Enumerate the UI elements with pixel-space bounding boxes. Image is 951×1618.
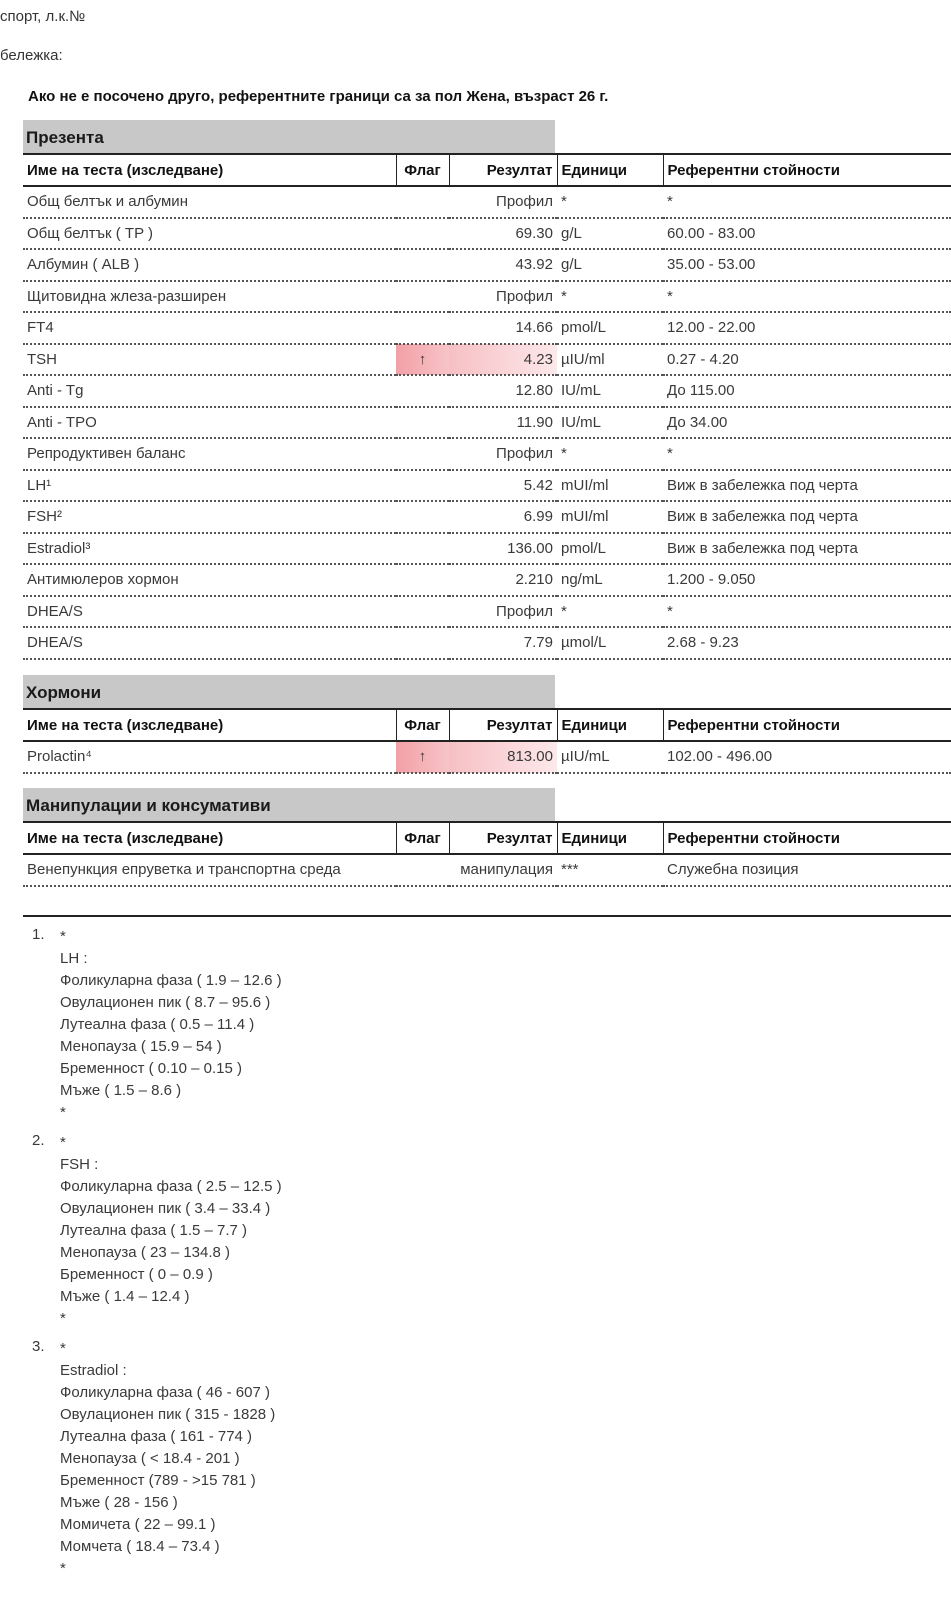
footnote-line: Менопауза ( < 18.4 - 201 ) (60, 1450, 240, 1467)
result-units: * (557, 596, 663, 628)
reference-range: 35.00 - 53.00 (663, 249, 951, 281)
reference-range: Виж в забележка под черта (663, 470, 951, 502)
result-value: 14.66 (449, 312, 557, 344)
footnote-body (60, 1132, 282, 1330)
footnote-line: * (60, 1134, 66, 1151)
document-top-fragment-passport: спорт, л.к.№ (0, 8, 86, 25)
footnote-line: * (60, 1340, 66, 1357)
table-row (23, 438, 951, 470)
result-value: 813.00 (449, 741, 557, 773)
result-value: манипулация (449, 854, 557, 886)
reference-range: * (663, 186, 951, 218)
result-value: 6.99 (449, 501, 557, 533)
footnote-line: Фоликуларна фаза ( 1.9 – 12.6 ) (60, 972, 282, 989)
footnotes-list (0, 926, 282, 1588)
flag-cell (396, 564, 449, 596)
footnote-line: LH : (60, 950, 88, 967)
flag-cell (396, 407, 449, 439)
result-units: g/L (557, 249, 663, 281)
footnote-body (60, 926, 282, 1124)
result-units: pmol/L (557, 533, 663, 565)
table-row (23, 741, 951, 773)
flag-cell: ↑ (396, 344, 449, 376)
reference-range: Виж в забележка под черта (663, 533, 951, 565)
result-units: *** (557, 854, 663, 886)
reference-range: До 34.00 (663, 407, 951, 439)
table-row (23, 312, 951, 344)
section-title: Манипулации и консумативи (23, 788, 555, 821)
footnote-line: Лутеална фаза ( 1.5 – 7.7 ) (60, 1222, 248, 1239)
result-units: pmol/L (557, 312, 663, 344)
footnote-line: * (60, 1310, 66, 1327)
test-name: FT4 (23, 312, 396, 344)
footnote-line: Момчета ( 18.4 – 73.4 ) (60, 1538, 220, 1555)
table-row (23, 249, 951, 281)
column-header-reference: Референтни стойности (663, 822, 951, 854)
footnote-line: Овулационен пик ( 315 - 1828 ) (60, 1406, 276, 1423)
reference-range: Виж в забележка под черта (663, 501, 951, 533)
test-name: TSH (23, 344, 396, 376)
table-row (23, 533, 951, 565)
reference-range: До 115.00 (663, 375, 951, 407)
test-name: Репродуктивен баланс (23, 438, 396, 470)
column-header-units: Единици (557, 822, 663, 854)
table-row (23, 470, 951, 502)
test-name: DHEA/S (23, 596, 396, 628)
table-row (23, 344, 951, 376)
result-units: µIU/ml (557, 344, 663, 376)
flag-cell: ↑ (396, 741, 449, 773)
footnote-line: Лутеална фаза ( 0.5 – 11.4 ) (60, 1016, 255, 1033)
table-row (23, 564, 951, 596)
flag-cell (396, 249, 449, 281)
reference-range: 0.27 - 4.20 (663, 344, 951, 376)
column-header-name: Име на теста (изследване) (23, 154, 396, 186)
section-title: Хормони (23, 675, 555, 708)
result-units: mUI/ml (557, 470, 663, 502)
table-row (23, 186, 951, 218)
reference-range: 2.68 - 9.23 (663, 627, 951, 659)
column-header-flag: Флаг (396, 154, 449, 186)
column-header-reference: Референтни стойности (663, 154, 951, 186)
column-header-name: Име на теста (изследване) (23, 822, 396, 854)
test-name: Общ белтък ( TP ) (23, 218, 396, 250)
footnote-line: Мъже ( 28 - 156 ) (60, 1494, 178, 1511)
footnote-line: Бременност ( 0.10 – 0.15 ) (60, 1060, 243, 1077)
reference-intro-text: Ако не е посочено друго, референтните граници са за пол Жена, възраст 26 г. (28, 88, 609, 105)
result-value: Профил (449, 186, 557, 218)
table-row (23, 854, 951, 886)
table-row (23, 407, 951, 439)
footnote-line: * (60, 1104, 66, 1121)
test-name: Prolactin⁴ (23, 741, 396, 773)
reference-range: * (663, 596, 951, 628)
result-units: IU/mL (557, 407, 663, 439)
result-value: Профил (449, 438, 557, 470)
reference-range: * (663, 438, 951, 470)
result-value: 12.80 (449, 375, 557, 407)
result-units: IU/mL (557, 375, 663, 407)
flag-cell (396, 470, 449, 502)
flag-cell (396, 627, 449, 659)
result-units: * (557, 438, 663, 470)
results-table (23, 821, 951, 887)
test-name: DHEA/S (23, 627, 396, 659)
reference-range: 60.00 - 83.00 (663, 218, 951, 250)
result-value: 4.23 (449, 344, 557, 376)
result-value: Профил (449, 596, 557, 628)
result-value: 2.210 (449, 564, 557, 596)
result-units: * (557, 281, 663, 313)
column-header-flag: Флаг (396, 822, 449, 854)
reference-range: 102.00 - 496.00 (663, 741, 951, 773)
column-header-reference: Референтни стойности (663, 709, 951, 741)
table-row (23, 627, 951, 659)
test-name: LH¹ (23, 470, 396, 502)
footnote-line: Бременност (789 - >15 781 ) (60, 1472, 256, 1489)
table-row (23, 281, 951, 313)
flag-cell (396, 596, 449, 628)
footnote-line: Фоликуларна фаза ( 2.5 – 12.5 ) (60, 1178, 282, 1195)
test-name: Албумин ( ALB ) (23, 249, 396, 281)
footnote-item (0, 1132, 282, 1330)
result-value: 5.42 (449, 470, 557, 502)
test-name: Estradiol³ (23, 533, 396, 565)
test-name: Anti - TPO (23, 407, 396, 439)
table-header-row (23, 154, 951, 186)
test-name: Щитовидна жлеза-разширен (23, 281, 396, 313)
footnote-line: Мъже ( 1.4 – 12.4 ) (60, 1288, 190, 1305)
footnote-line: Фоликуларна фаза ( 46 - 607 ) (60, 1384, 270, 1401)
results-table (23, 153, 951, 660)
flag-cell (396, 281, 449, 313)
footnote-body (60, 1338, 282, 1580)
footnote-line: Менопауза ( 15.9 – 54 ) (60, 1038, 222, 1055)
footnote-number: 2. (32, 1132, 45, 1149)
flag-cell (396, 501, 449, 533)
footnote-line: Момичета ( 22 – 99.1 ) (60, 1516, 216, 1533)
table-row (23, 596, 951, 628)
result-units: ng/mL (557, 564, 663, 596)
test-name: FSH² (23, 501, 396, 533)
test-name: Anti - Tg (23, 375, 396, 407)
flag-cell (396, 854, 449, 886)
table-header-row (23, 709, 951, 741)
test-name: Венепункция епруветка и транспортна среда (23, 854, 396, 886)
table-row (23, 375, 951, 407)
result-units: µIU/mL (557, 741, 663, 773)
table-row (23, 501, 951, 533)
section-title: Презента (23, 120, 555, 153)
result-units: µmol/L (557, 627, 663, 659)
results-table (23, 708, 951, 774)
flag-cell (396, 533, 449, 565)
test-name: Антимюлеров хормон (23, 564, 396, 596)
table-header-row (23, 822, 951, 854)
footnote-line: FSH : (60, 1156, 99, 1173)
document-top-fragment-note: бележка: (0, 47, 63, 64)
footnote-number: 3. (32, 1338, 45, 1355)
section-prezenta (23, 120, 951, 660)
result-value: 7.79 (449, 627, 557, 659)
footnote-line: * (60, 928, 66, 945)
result-value: Профил (449, 281, 557, 313)
flag-cell (396, 375, 449, 407)
result-units: g/L (557, 218, 663, 250)
flag-cell (396, 186, 449, 218)
table-row (23, 218, 951, 250)
column-header-units: Единици (557, 709, 663, 741)
result-value: 11.90 (449, 407, 557, 439)
result-units: mUI/ml (557, 501, 663, 533)
flag-cell (396, 438, 449, 470)
footnote-item (0, 1338, 282, 1580)
result-value: 136.00 (449, 533, 557, 565)
result-units: * (557, 186, 663, 218)
footnote-line: Лутеална фаза ( 161 - 774 ) (60, 1428, 253, 1445)
footnote-divider (23, 915, 951, 917)
result-value: 43.92 (449, 249, 557, 281)
footnote-line: Estradiol : (60, 1362, 127, 1379)
reference-range: 1.200 - 9.050 (663, 564, 951, 596)
column-header-name: Име на теста (изследване) (23, 709, 396, 741)
reference-range: Служебна позиция (663, 854, 951, 886)
footnote-line: Бременност ( 0 – 0.9 ) (60, 1266, 213, 1283)
reference-range: * (663, 281, 951, 313)
footnote-item (0, 926, 282, 1124)
footnote-line: Овулационен пик ( 8.7 – 95.6 ) (60, 994, 271, 1011)
footnote-line: Менопауза ( 23 – 134.8 ) (60, 1244, 231, 1261)
footnote-line: * (60, 1560, 66, 1577)
reference-range: 12.00 - 22.00 (663, 312, 951, 344)
test-name: Общ белтък и албумин (23, 186, 396, 218)
footnote-line: Овулационен пик ( 3.4 – 33.4 ) (60, 1200, 271, 1217)
flag-cell (396, 312, 449, 344)
column-header-result: Резултат (449, 154, 557, 186)
column-header-result: Резултат (449, 709, 557, 741)
column-header-units: Единици (557, 154, 663, 186)
section-manipulations (23, 788, 951, 887)
column-header-flag: Флаг (396, 709, 449, 741)
footnote-number: 1. (32, 926, 45, 943)
result-value: 69.30 (449, 218, 557, 250)
column-header-result: Резултат (449, 822, 557, 854)
section-hormoni (23, 675, 951, 774)
flag-cell (396, 218, 449, 250)
footnote-line: Мъже ( 1.5 – 8.6 ) (60, 1082, 182, 1099)
